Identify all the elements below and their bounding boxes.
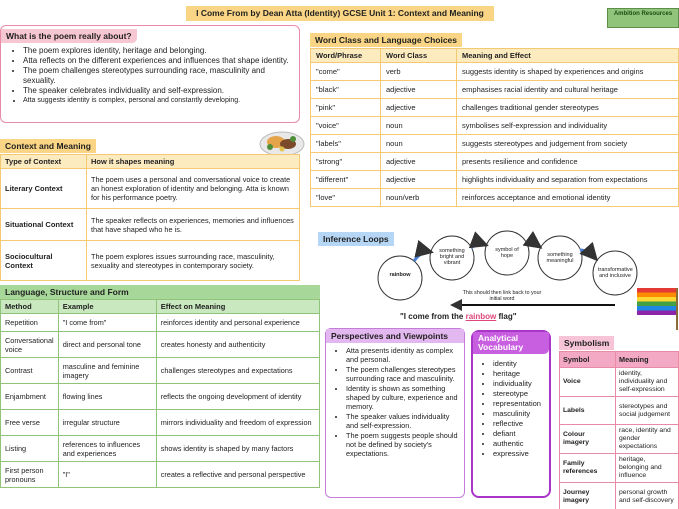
loop-arrow [471,244,486,248]
effect-cell: creates a reflective and personal perspective [156,462,319,488]
meaning-cell: emphasises racial identity and cultural heritage [457,81,679,99]
table-row [311,99,679,117]
example-cell: flowing lines [58,384,156,410]
list-item: • individuality [493,379,549,389]
language-panel [0,285,320,488]
list-item: • The poem explores identity, heritage and belonging. [23,46,295,56]
effect-cell: shows identity is shaped by many factors [156,436,319,462]
meaning-cell: reinforces acceptance and emotional identity [457,189,679,207]
table-row [311,135,679,153]
example-cell: direct and personal tone [58,332,156,358]
perspectives-panel [325,328,465,498]
table-row [311,171,679,189]
list-item: • reflective [493,419,549,429]
symbolism-table [559,351,679,509]
table-row [560,368,679,397]
symbol-cell: Labels [560,397,616,425]
page-title: I Come From by Dean Atta (Identity) GCSE Unit 1: Context and Meaning [186,6,494,21]
effect-cell: reinforces identity and personal experience [156,314,319,332]
table-row [1,332,320,358]
loop-node-label: transformative and inclusive [598,267,633,279]
word-class-heading: Word Class and Language Choices [310,33,462,47]
word-cell: "come" [311,63,381,81]
context-meaning: The poem explores issues surrounding race, masculinity, sexuality and stereotypes in contemporary society. [87,241,300,281]
list-item: • stereotype [493,389,549,399]
list-item: • Atta presents identity as complex and personal. [346,346,458,364]
symbol-meaning-cell: stereotypes and social judgement [616,397,679,425]
list-item: • expressive [493,449,549,459]
inference-loops-heading: Inference Loops [318,232,394,246]
column-header: Example [58,300,156,314]
language-heading: Language, Structure and Form [0,285,320,299]
table-row [1,314,320,332]
word-cell: "different" [311,171,381,189]
table-row [560,483,679,509]
list-item: • heritage [493,369,549,379]
quote-start: "I come from the [400,312,466,321]
link-note: This should then link back to your initial word [462,290,542,302]
table-row [311,189,679,207]
word-cell: "black" [311,81,381,99]
loop-arrow [527,243,540,247]
context-type: Sociocultural Context [1,241,87,281]
table-row [311,63,679,81]
column-header: Method [1,300,59,314]
list-item: • authentic [493,439,549,449]
symbol-meaning-cell: personal growth and self-discovery [616,483,679,509]
symbol-meaning-cell: race, identity and gender expectations [616,425,679,454]
word-cell: "labels" [311,135,381,153]
method-cell: First person pronouns [1,462,59,488]
method-cell: Repetition [1,314,59,332]
column-header: Meaning [616,352,679,368]
method-cell: Conversational voice [1,332,59,358]
table-row [1,462,320,488]
symbolism-panel [559,333,679,509]
class-cell: noun [381,135,457,153]
table-row [560,425,679,454]
list-item: • The poem suggests people should not be defined by society's expectations. [346,431,458,458]
word-class-panel [310,30,679,207]
loop-node-label: something bright and vibrant [439,248,465,266]
table-row [1,384,320,410]
symbolism-heading: Symbolism [559,336,614,350]
method-cell: Listing [1,436,59,462]
class-cell: noun [381,117,457,135]
column-header: Effect on Meaning [156,300,319,314]
class-cell: adjective [381,81,457,99]
class-cell: adjective [381,171,457,189]
meaning-cell: symbolises self-expression and individuality [457,117,679,135]
context-meaning: The poem uses a personal and conversational voice to create an honest exploration of identity and belonging. Atta is known for his performance poetry. [87,169,300,209]
example-cell: irregular structure [58,410,156,436]
list-item: • defiant [493,429,549,439]
list-item: • Atta suggests identity is complex, personal and constantly developing. [23,96,295,106]
list-item: • The speaker celebrates individuality and self-expression. [23,86,295,96]
table-row [1,358,320,384]
list-item: • The speaker values individuality and self-expression. [346,412,458,430]
perspectives-heading: Perspectives and Viewpoints [326,329,464,343]
table-row [1,241,300,281]
loop-node-label: rainbow [389,272,411,278]
symbol-cell: Family references [560,454,616,483]
list-item: • masculinity [493,409,549,419]
list-item: • identity [493,359,549,369]
example-cell: references to influences and experiences [58,436,156,462]
symbol-cell: Voice [560,368,616,397]
list-item: • Identity is shown as something shaped by culture, experience and memory. [346,384,458,411]
loop-arrow [414,252,431,261]
table-row [1,209,300,241]
context-meaning: The speaker reflects on experiences, memories and influences that have shaped who he is. [87,209,300,241]
quote-highlight: rainbow [465,312,497,321]
method-cell: Contrast [1,358,59,384]
ambition-resources-logo: Ambition Resources [607,8,679,28]
loop-node-label: something meaningful [546,252,574,264]
list-item: • Atta reflects on the different experiences and influences that shape identity. [23,56,295,66]
vocabulary-list [493,359,549,459]
context-table [0,154,300,281]
table-row [311,153,679,171]
poem-about-list [23,46,299,106]
symbol-cell: Colour imagery [560,425,616,454]
list-item: • The poem challenges stereotypes surrounding race, masculinity and sexuality. [23,66,295,86]
quote-end: flag" [496,312,517,321]
word-class-table [310,48,679,207]
word-cell: "voice" [311,117,381,135]
language-table [0,299,320,488]
column-header: Word Class [381,49,457,63]
symbol-meaning-cell: heritage, belonging and influence [616,454,679,483]
table-row [560,454,679,483]
effect-cell: challenges stereotypes and expectations [156,358,319,384]
meaning-cell: presents resilience and confidence [457,153,679,171]
class-cell: noun/verb [381,189,457,207]
example-cell: masculine and feminine imagery [58,358,156,384]
effect-cell: reflects the ongoing development of identity [156,384,319,410]
poem-about-heading: What is the poem really about? [1,29,137,43]
symbol-meaning-cell: identity, individuality and self-expression [616,368,679,397]
list-item: • The poem challenges stereotypes surrounding race and masculinity. [346,365,458,383]
word-cell: "pink" [311,99,381,117]
poem-about-panel [0,25,300,123]
class-cell: adjective [381,153,457,171]
table-row [1,436,320,462]
list-item: • representation [493,399,549,409]
table-row [311,81,679,99]
column-header: Meaning and Effect [457,49,679,63]
rainbow-flag-quote [400,312,517,321]
context-type: Literary Context [1,169,87,209]
example-cell: "I" [58,462,156,488]
loop-node-label: symbol of hope [495,247,519,259]
meaning-cell: suggests stereotypes and judgement from society [457,135,679,153]
context-heading: Context and Meaning [0,139,96,153]
method-cell: Free verse [1,410,59,436]
method-cell: Enjambment [1,384,59,410]
column-header: Type of Context [1,155,87,169]
table-row [1,410,320,436]
example-cell: "I come from" [58,314,156,332]
symbol-cell: Journey imagery [560,483,616,509]
context-type: Situational Context [1,209,87,241]
loop-node [378,256,422,300]
meaning-cell: suggests identity is shaped by experiences and origins [457,63,679,81]
effect-cell: creates honesty and authenticity [156,332,319,358]
class-cell: verb [381,63,457,81]
column-header: Symbol [560,352,616,368]
word-cell: "strong" [311,153,381,171]
class-cell: adjective [381,99,457,117]
vocabulary-heading: Analytical Vocabulary [473,332,549,354]
rainbow-flag-icon [637,286,679,330]
perspectives-list [346,346,464,458]
table-row [311,117,679,135]
column-header: How it shapes meaning [87,155,300,169]
word-cell: "love" [311,189,381,207]
vocabulary-panel [471,330,551,498]
effect-cell: mirrors individuality and freedom of expression [156,410,319,436]
table-row [560,397,679,425]
meaning-cell: challenges traditional gender stereotypes [457,99,679,117]
column-header: Word/Phrase [311,49,381,63]
meaning-cell: highlights individuality and separation from expectations [457,171,679,189]
table-row [1,169,300,209]
context-panel [0,136,300,281]
